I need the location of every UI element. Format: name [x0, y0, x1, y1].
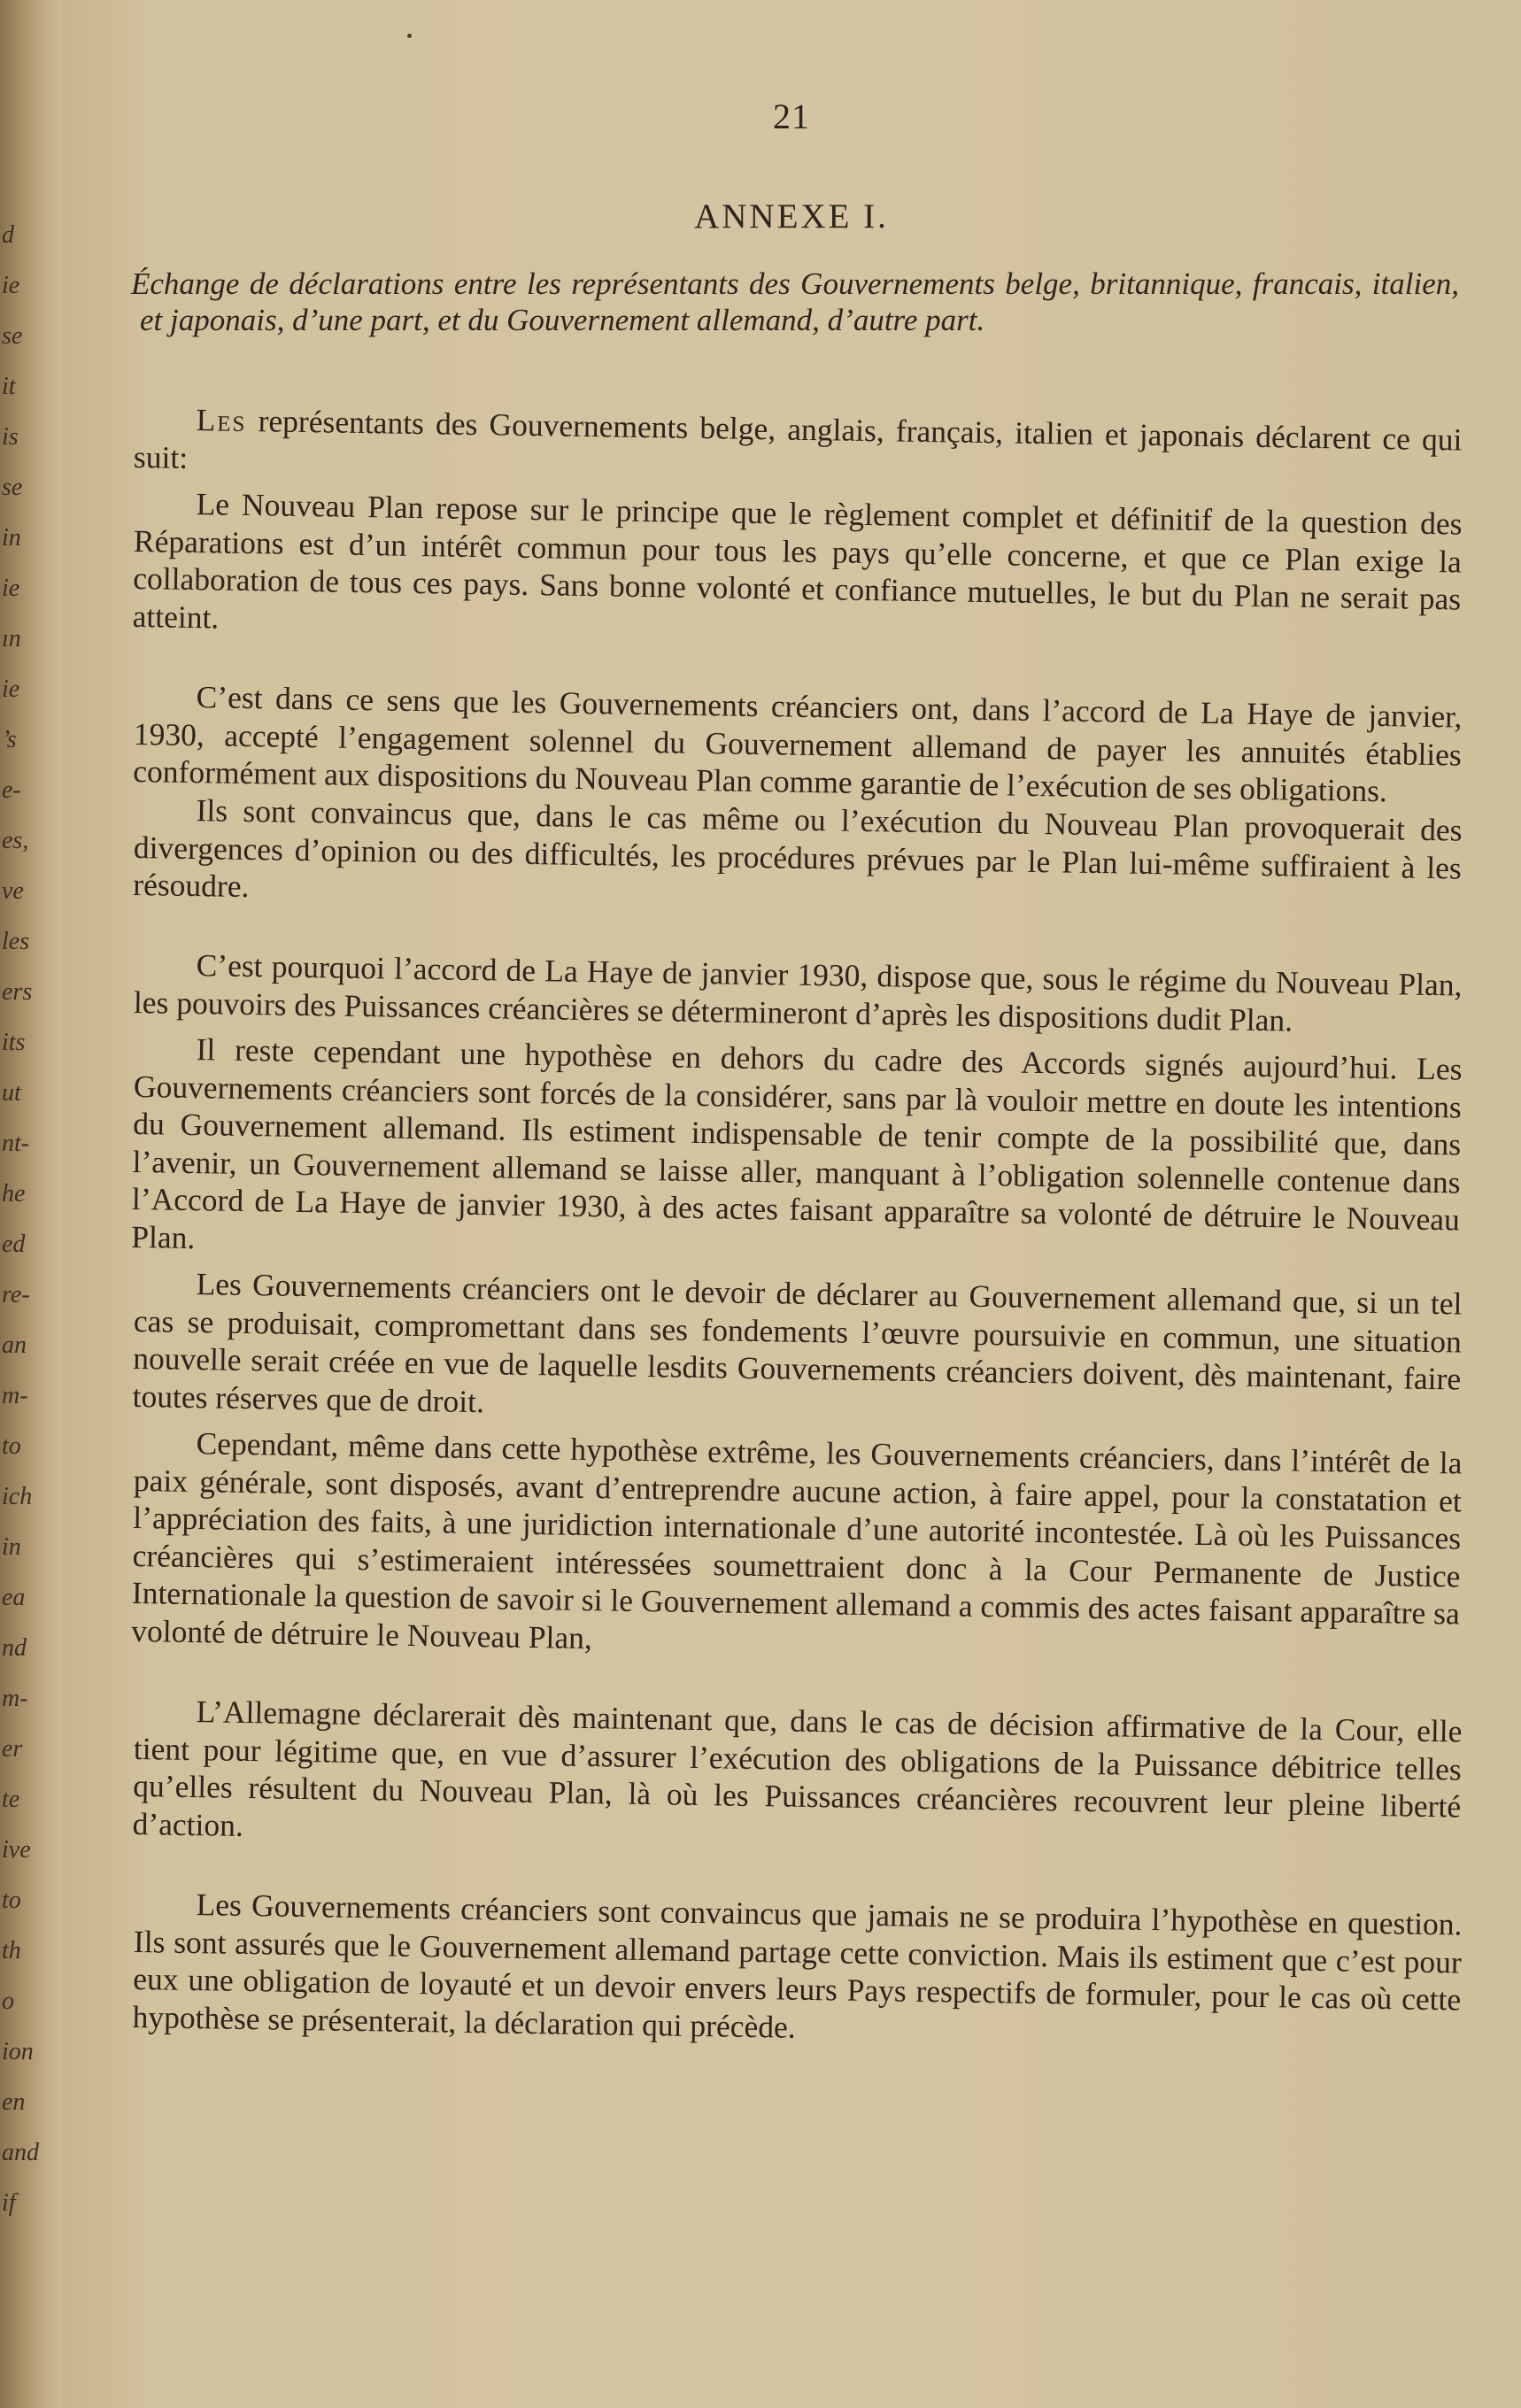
- edge-fragment: nt-: [2, 1130, 30, 1157]
- paragraph-6: Il reste cependant une hypothèse en dehors du cadre des Accords signés aujourd’hui. Les Gouvernements créanciers sont forcés de la considérer, sans par là vouloir mettre en doute les intentions du Gouvernement allemand. Ils estiment indispensable de tenir compte de la possibilité que, dans l’avenir, un Gouvernement allemand se laisse aller, manquant à l’obligation solennelle contenue dans l’Accord de La Haye de janvier 1930, à des actes faisant apparaître sa volonté de détruire le Nouveau Plan.: [131, 1031, 1463, 1255]
- edge-fragment: ie: [2, 675, 20, 703]
- annex-title: ANNEXE I.: [694, 197, 889, 235]
- edge-fragment: in: [2, 1533, 21, 1561]
- edge-fragment: les: [2, 928, 30, 955]
- paragraph-lead: Les: [196, 402, 247, 438]
- edge-fragment: ut: [2, 1079, 21, 1107]
- paragraph-text: représentants des Gouvernements belge, anglais, français, italien et japonais déclarent ce qui suit:: [133, 402, 1463, 475]
- edge-fragment: ie: [2, 575, 20, 602]
- edge-fragment: ın: [2, 625, 21, 652]
- edge-fragment: th: [2, 1937, 21, 1964]
- edge-fragment: se: [2, 322, 23, 350]
- edge-fragment: is: [2, 423, 19, 451]
- edge-fragment: ich: [2, 1483, 33, 1510]
- edge-fragment: e-: [2, 776, 21, 804]
- edge-fragment: ie: [2, 272, 20, 299]
- paragraph-4: Ils sont convaincus que, dans le cas même ou l’exécution du Nouveau Plan provoquerait des divergences d’opinion ou des difficultés, les procédures prévues par le Plan lui-même suffiraient à les résoudre.: [133, 791, 1463, 904]
- edge-fragment: es,: [2, 827, 29, 854]
- document-page: [62, 0, 1521, 2408]
- edge-fragment: er: [2, 1735, 23, 1763]
- paragraph-8: Cependant, même dans cette hypothèse extrême, les Gouvernements créanciers, dans l’intérêt de la paix générale, sont disposés, avant d’entreprendre aucune action, à faire appel, pour la constatation et l’appréciation des faits, à une juridiction internationale d’une autorité incontestée. Là où les Puissances créancières qui s’estimeraient intéressées soumettraient donc à la Cour Permanente de Justice Internationale la question de savoir si le Gouvernement allemand a commis des actes faisant apparaître sa volonté de détruire le Nouveau Plan,: [131, 1425, 1463, 1656]
- edge-fragment: if: [2, 2189, 16, 2217]
- edge-fragment: ve: [2, 877, 24, 905]
- document-body: [131, 400, 1463, 2045]
- edge-fragment: d: [2, 221, 14, 249]
- edge-fragment: ers: [2, 978, 33, 1006]
- edge-fragment: m-: [2, 1382, 28, 1409]
- page-number: 21: [773, 96, 810, 136]
- edge-fragment: ive: [2, 1836, 31, 1864]
- paragraph-7: Les Gouvernements créanciers ont le devoir de déclarer au Gouvernement allemand que, si un tel cas se produisait, compromettant dans ses fondements l’œuvre poursuivie en commun, une situation nouvelle serait créée en vue de laquelle lesdits Gouvernements créanciers doivent, dès maintenant, faire toutes réserves que de droit.: [132, 1266, 1463, 1419]
- adjacent-page-edge: [0, 0, 39, 2408]
- edge-fragment: he: [2, 1180, 26, 1208]
- annex-subtitle: Échange de déclarations entre les représentants des Gouvernements belge, britannique, francais, italien, et japonais, d’une part, et du Gouvernement allemand, d’autre part.: [131, 266, 1459, 337]
- paragraph-3: C’est dans ce sens que les Gouvernements créanciers ont, dans l’accord de La Haye de janvier, 1930, accepté l’engagement solennel du Gouvernement allemand de payer les annuités établies conformément aux dispositions du Nouveau Plan comme garantie de l’exécution de ses obligations.: [133, 679, 1463, 809]
- edge-fragment: te: [2, 1786, 20, 1813]
- edge-fragment: an: [2, 1331, 27, 1359]
- edge-fragment: o: [2, 1987, 14, 2015]
- edge-fragment: to: [2, 1887, 21, 1914]
- edge-fragment: to: [2, 1432, 21, 1460]
- edge-fragment: en: [2, 2088, 26, 2116]
- paragraph-9: L’Allemagne déclarerait dès maintenant que, dans le cas de décision affirmative de la Cour, elle tient pour légitime que, en vue d’assurer l’exécution des obligations de la Puissance débitrice telles qu’elles résultent du Nouveau Plan, là où les Puissances créancières recouvrent leur pleine liberté d’action.: [132, 1694, 1463, 1843]
- paragraph-5: C’est pourquoi l’accord de La Haye de janvier 1930, dispose que, sous le régime du Nouveau Plan, les pouvoirs des Puissances créancières se détermineront d’après les dispositions dudit Plan.: [133, 947, 1463, 1038]
- edge-fragment: ed: [2, 1231, 26, 1258]
- edge-fragment: it: [2, 373, 16, 400]
- edge-fragment: re-: [2, 1281, 30, 1308]
- paragraph-10: Les Gouvernements créanciers sont convaincus que jamais ne se produira l’hypothèse en question. Ils sont assurés que le Gouvernement allemand partage cette conviction. Mais ils estiment que c’est pour eux une obligation de loyauté et un devoir envers leurs Pays respectifs de formuler, pour le cas où cette hypothèse se présenterait, la déclaration qui précède.: [132, 1887, 1463, 2045]
- edge-fragment: se: [2, 474, 23, 501]
- printing-speck: [407, 34, 412, 38]
- edge-fragment: and: [2, 2139, 39, 2166]
- edge-fragment: in: [2, 524, 21, 552]
- edge-fragment: ’s: [2, 726, 17, 753]
- edge-fragment: ion: [2, 2038, 34, 2065]
- edge-fragment: its: [2, 1029, 26, 1056]
- edge-fragment: m-: [2, 1685, 28, 1712]
- paragraph-2: Le Nouveau Plan repose sur le principe que le règlement complet et définitif de la question des Réparations est d’un intérêt commun pour tous les pays qu’elle concerne, et que ce Plan exige la collaboration de tous ces pays. Sans bonne volonté et confiance mutuelles, le but du Plan ne serait pas atteint.: [132, 486, 1463, 636]
- edge-fragment: nd: [2, 1634, 27, 1662]
- edge-fragment: ea: [2, 1584, 26, 1611]
